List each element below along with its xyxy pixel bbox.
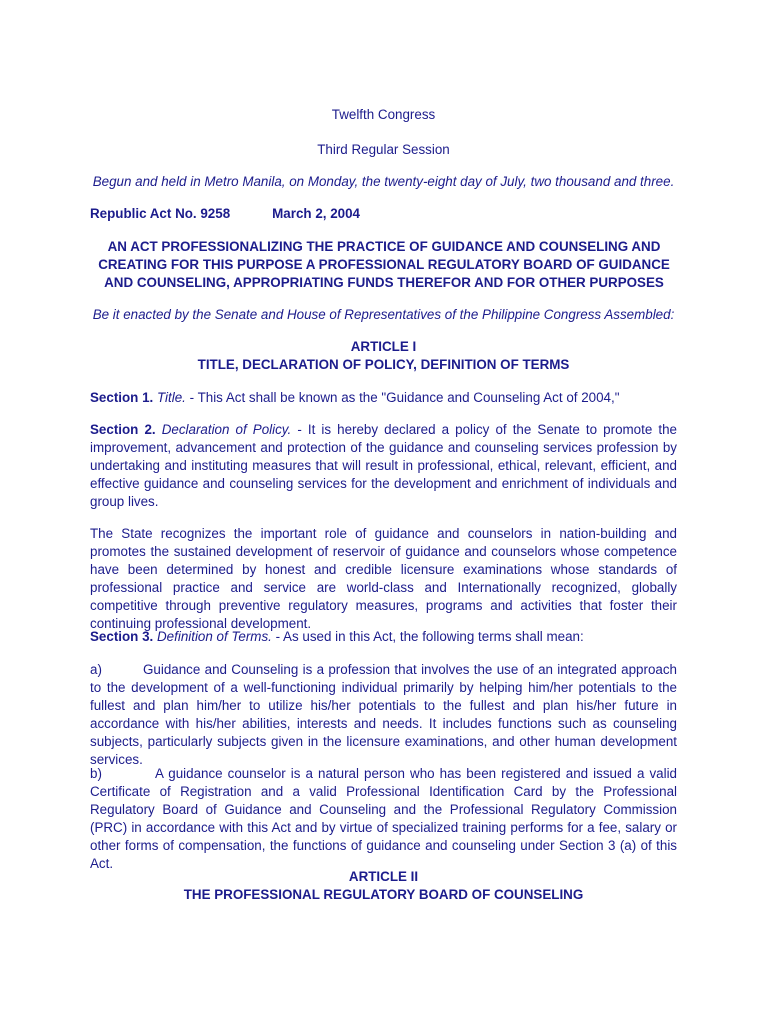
congress-line: Twelfth Congress xyxy=(331,107,436,122)
session-line: Third Regular Session xyxy=(317,142,450,157)
article-2-label: ARTICLE II xyxy=(348,869,419,884)
section-2 xyxy=(90,421,677,511)
state-paragraph: The State recognizes the important role of guidance and counselors in nation-building and promotes the sustained development of reservoir of guidance and counselors whose competence have been determined by honest and credible licensure examinations whose standards of professional practice and service are world-class and Internationally recognized, globally competitive through preventive regulatory measures, programs and activities that foster their continuing professional development. xyxy=(90,526,677,631)
definition-b-text: A guidance counselor is a natural person who has been registered and issued a valid Certificate of Registration and a valid Professional Identification Card by the Professional Regulatory Board of Guidance and Counseling and the Professional Regulatory Commission (PRC) in accordance with this Act and by virtue of specialized training performs for a fee, salary or other forms of compensation, the functions of guidance and counseling under Section 3 (a) of this Act. xyxy=(90,766,677,871)
section-3-label: Section 3. xyxy=(90,629,154,644)
section-3 xyxy=(90,628,677,646)
act-date: March 2, 2004 xyxy=(272,206,360,221)
section-1-text: - This Act shall be known as the "Guidance and Counseling Act of 2004," xyxy=(185,390,620,405)
section-1 xyxy=(90,389,677,407)
section-2-heading: Declaration of Policy. xyxy=(161,422,292,437)
section-3-text: - As used in this Act, the following terms shall mean: xyxy=(271,629,584,644)
definition-b-marker: b) xyxy=(90,766,102,781)
section-1-heading: Title. xyxy=(157,390,186,405)
definition-a-text: Guidance and Counseling is a profession that involves the use of an integrated approach to the development of a well-functioning individual primarily by helping him/her potentials to the fullest and plan him/her to utilize his/her potentials to the fullest and plan his/her future in accordance with his/her abilities, interests and needs. It includes functions such as counseling subjects, particularly subjects given in the licensure examinations, and other human development services. xyxy=(90,662,677,767)
section-2-label: Section 2. xyxy=(90,422,156,437)
article-1-label: ARTICLE I xyxy=(350,339,417,354)
act-header xyxy=(90,205,677,223)
section-2-text: - It is hereby declared a policy of the Senate to promote the improvement, advancement and protection of the guidance and counseling services profession by undertaking and instituting measures that will result in professional, ethical, relevant, efficient, and effective guidance and counseling services for the development and enrichment of individuals and group lives. xyxy=(90,422,677,509)
section-1-label: Section 1. xyxy=(90,390,154,405)
act-number: Republic Act No. 9258 xyxy=(90,206,231,221)
article-2-title: THE PROFESSIONAL REGULATORY BOARD OF COUNSELING xyxy=(183,887,584,902)
section-3-heading: Definition of Terms. xyxy=(157,629,272,644)
act-title: AN ACT PROFESSIONALIZING THE PRACTICE OF GUIDANCE AND COUNSELING AND CREATING FOR THIS PURPOSE A PROFESSIONAL REGULATORY BOARD OF GUIDANCE AND COUNSELING, APPROPRIATING FUNDS THEREFOR AND FOR OTHER PURPOSES xyxy=(98,239,670,290)
article-2-heading xyxy=(90,868,677,904)
article-1-title: TITLE, DECLARATION OF POLICY, DEFINITION OF TERMS xyxy=(197,357,570,372)
article-1-heading xyxy=(90,338,677,374)
enacting-clause: Be it enacted by the Senate and House of Representatives of the Philippine Congress Assembled: xyxy=(92,307,675,322)
begun-line: Begun and held in Metro Manila, on Monday, the twenty-eight day of July, two thousand and three. xyxy=(92,174,675,189)
definition-a-marker: a) xyxy=(90,662,102,677)
definition-b xyxy=(90,765,677,873)
definition-a xyxy=(90,661,677,769)
